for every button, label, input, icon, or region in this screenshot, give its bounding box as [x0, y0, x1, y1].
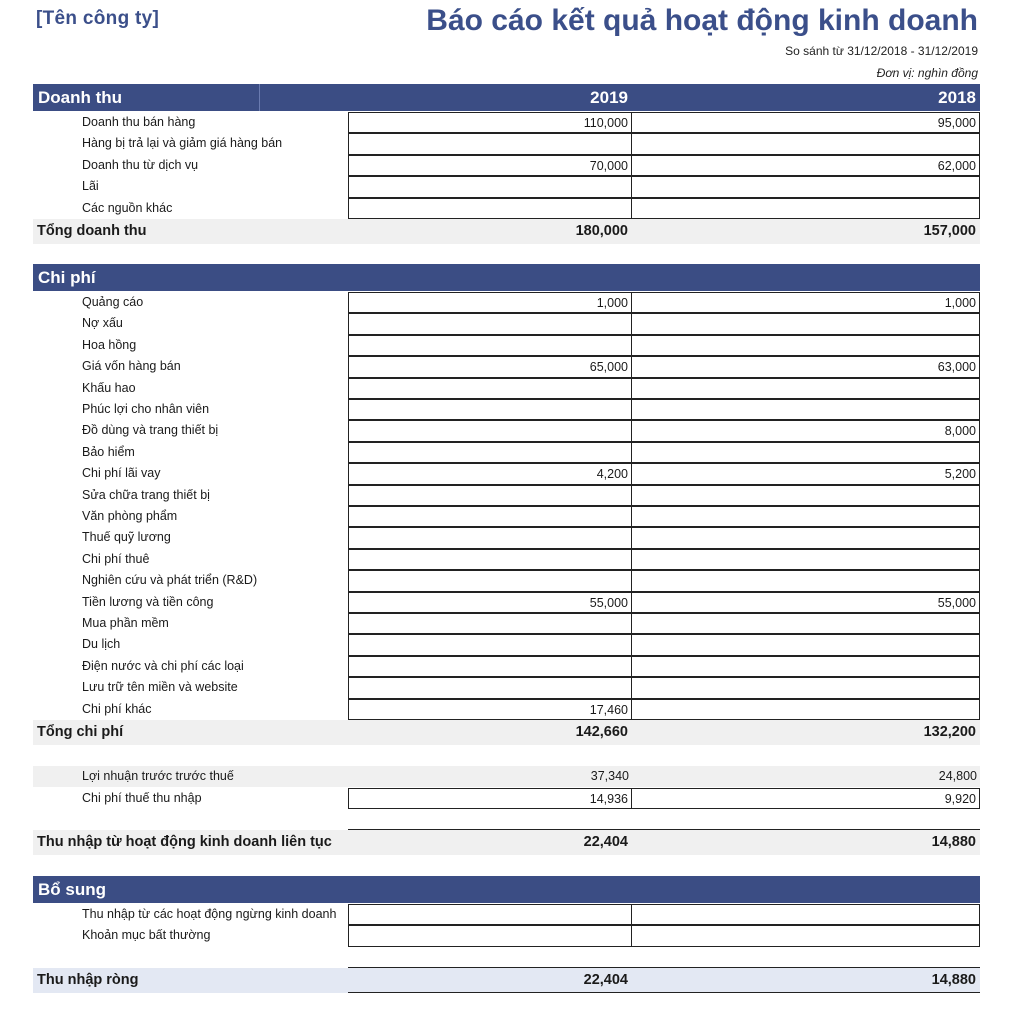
expenses-section-header — [33, 264, 980, 291]
value-2019-cell — [348, 570, 632, 591]
row-label: Phúc lợi cho nhân viên — [82, 402, 210, 416]
company-name: [Tên công ty] — [36, 8, 160, 29]
header-divider — [259, 84, 260, 111]
table-row — [33, 485, 980, 506]
revenue-total-2018: 157,000 — [923, 223, 976, 239]
value-2018-cell — [631, 313, 980, 334]
value-2018-cell: 55,000 — [631, 592, 980, 613]
table-row — [33, 378, 980, 399]
value-2018-cell — [631, 904, 980, 925]
value-2018-cell — [631, 527, 980, 548]
value-2019-cell — [348, 613, 632, 634]
supplement-section-header — [33, 876, 980, 903]
net-income-label: Thu nhập ròng — [37, 972, 139, 988]
value-2018-cell — [631, 176, 980, 197]
value-2019-cell: 1,000 — [348, 292, 632, 313]
table-row — [33, 527, 980, 548]
row-label: Thuế quỹ lương — [82, 530, 171, 545]
value-2019-cell — [348, 442, 632, 463]
supplement-section-title: Bổ sung — [38, 880, 106, 899]
value-2018-cell — [631, 656, 980, 677]
table-row — [33, 292, 980, 313]
table-row — [33, 677, 980, 698]
value-2019-cell — [348, 313, 632, 334]
value-2018-cell — [631, 442, 980, 463]
row-label: Doanh thu bán hàng — [82, 115, 196, 129]
revenue-section-title: Doanh thu — [38, 88, 123, 107]
continuing-income-row — [33, 830, 980, 855]
revenue-total-row — [33, 219, 980, 244]
value-2018-cell — [631, 506, 980, 527]
value-2018-cell — [631, 634, 980, 655]
row-label: Quảng cáo — [82, 295, 144, 309]
value-2018-cell — [631, 677, 980, 698]
pretax-label: Lợi nhuận trước trước thuế — [82, 769, 234, 783]
table-row — [33, 133, 980, 154]
value-2019-cell — [348, 634, 632, 655]
value-2019-cell — [348, 378, 632, 399]
revenue-total-label: Tổng doanh thu — [37, 223, 147, 239]
row-label: Chi phí khác — [82, 701, 152, 716]
row-label: Lưu trữ tên miền và website — [82, 680, 238, 695]
value-2018-cell — [631, 335, 980, 356]
value-2018-cell: 63,000 — [631, 356, 980, 377]
table-row — [33, 925, 980, 946]
table-row — [33, 198, 980, 219]
row-label: Khoản mục bất thường — [82, 928, 211, 943]
income-tax-row — [33, 788, 980, 809]
table-row — [33, 155, 980, 176]
value-2019-cell: 70,000 — [348, 155, 632, 176]
row-label: Sửa chữa trang thiết bị — [82, 487, 210, 502]
year-2018-header: 2018 — [938, 88, 976, 107]
value-2019-cell: 17,460 — [348, 699, 632, 720]
value-2019-cell — [348, 133, 632, 154]
revenue-section-header — [33, 84, 980, 111]
row-label: Hoa hồng — [82, 337, 137, 352]
table-row — [33, 699, 980, 720]
value-2019-cell — [348, 656, 632, 677]
value-2019-cell — [348, 677, 632, 698]
table-row — [33, 176, 980, 197]
row-label: Văn phòng phẩm — [82, 509, 178, 523]
value-2018-cell — [631, 699, 980, 720]
value-2018-cell — [631, 133, 980, 154]
row-label: Du lịch — [82, 637, 121, 652]
value-2019-cell — [348, 485, 632, 506]
continuing-income-2018: 14,880 — [931, 834, 976, 850]
currency-unit: Đơn vị: nghìn đồng — [876, 66, 978, 80]
value-2019-cell: 55,000 — [348, 592, 632, 613]
table-row — [33, 570, 980, 591]
table-row — [33, 613, 980, 634]
value-2019-cell — [348, 176, 632, 197]
row-label: Chi phí thuê — [82, 551, 150, 566]
net-income-row — [33, 968, 980, 993]
row-label: Điện nước và chi phí các loại — [82, 658, 244, 673]
row-label: Hàng bị trả lại và giảm giá hàng bán — [82, 136, 283, 151]
row-label: Chi phí lãi vay — [82, 466, 161, 481]
table-row — [33, 442, 980, 463]
row-label: Nợ xấu — [82, 316, 123, 331]
pretax-2019: 37,340 — [590, 769, 629, 783]
table-row — [33, 313, 980, 334]
row-label: Bảo hiểm — [82, 444, 135, 459]
row-label: Lãi — [82, 179, 99, 194]
value-2018-cell: 1,000 — [631, 292, 980, 313]
pretax-2018: 24,800 — [938, 769, 977, 783]
value-2019-cell — [348, 399, 632, 420]
report-period: So sánh từ 31/12/2018 - 31/12/2019 — [785, 44, 978, 58]
value-2018-cell — [631, 549, 980, 570]
year-2019-header: 2019 — [590, 88, 628, 107]
value-2019-cell — [348, 925, 632, 946]
net-bottom-rule — [348, 992, 980, 993]
value-2018-cell — [631, 925, 980, 946]
value-2019-cell: 65,000 — [348, 356, 632, 377]
table-row — [33, 356, 980, 377]
table-row — [33, 549, 980, 570]
income-tax-2018: 9,920 — [631, 788, 980, 809]
income-tax-2019: 14,936 — [348, 788, 632, 809]
value-2018-cell — [631, 570, 980, 591]
row-label: Tiền lương và tiền công — [82, 594, 214, 609]
value-2018-cell: 5,200 — [631, 463, 980, 484]
value-2019-cell — [348, 549, 632, 570]
row-label: Nghiên cứu và phát triển (R&D) — [82, 573, 258, 588]
table-row — [33, 112, 980, 133]
revenue-total-2019: 180,000 — [575, 223, 628, 239]
value-2018-cell — [631, 378, 980, 399]
row-label: Thu nhập từ các hoạt động ngừng kinh doanh — [82, 907, 337, 921]
net-income-2019: 22,404 — [583, 972, 628, 988]
table-row — [33, 656, 980, 677]
table-row — [33, 420, 980, 441]
table-row — [33, 592, 980, 613]
value-2019-cell — [348, 198, 632, 219]
value-2019-cell — [348, 335, 632, 356]
value-2018-cell — [631, 198, 980, 219]
value-2018-cell: 8,000 — [631, 420, 980, 441]
continuing-income-label: Thu nhập từ hoạt động kinh doanh liên tục — [37, 834, 332, 850]
row-label: Khấu hao — [82, 380, 136, 395]
table-row — [33, 399, 980, 420]
value-2019-cell — [348, 506, 632, 527]
table-row — [33, 634, 980, 655]
row-label: Giá vốn hàng bán — [82, 359, 181, 374]
report-title: Báo cáo kết quả hoạt động kinh doanh — [426, 4, 978, 37]
row-label: Các nguồn khác — [82, 200, 173, 215]
table-row — [33, 506, 980, 527]
expenses-section-title: Chi phí — [38, 268, 96, 287]
expenses-total-2019: 142,660 — [575, 724, 628, 740]
expenses-total-label: Tổng chi phí — [37, 724, 124, 740]
value-2019-cell — [348, 904, 632, 925]
value-2019-cell: 110,000 — [348, 112, 632, 133]
table-row — [33, 335, 980, 356]
value-2018-cell: 62,000 — [631, 155, 980, 176]
expenses-total-row — [33, 720, 980, 745]
row-label: Doanh thu từ dịch vụ — [82, 157, 199, 172]
value-2018-cell — [631, 485, 980, 506]
expenses-total-2018: 132,200 — [923, 724, 976, 740]
net-income-2018: 14,880 — [931, 972, 976, 988]
pretax-row — [33, 766, 980, 787]
income-tax-label: Chi phí thuế thu nhập — [82, 791, 202, 805]
row-label: Mua phần mềm — [82, 616, 169, 630]
table-row — [33, 904, 980, 925]
value-2019-cell: 4,200 — [348, 463, 632, 484]
value-2019-cell — [348, 527, 632, 548]
row-label: Đồ dùng và trang thiết bị — [82, 423, 219, 438]
value-2019-cell — [348, 420, 632, 441]
value-2018-cell: 95,000 — [631, 112, 980, 133]
table-row — [33, 463, 980, 484]
continuing-income-2019: 22,404 — [583, 834, 628, 850]
value-2018-cell — [631, 399, 980, 420]
value-2018-cell — [631, 613, 980, 634]
